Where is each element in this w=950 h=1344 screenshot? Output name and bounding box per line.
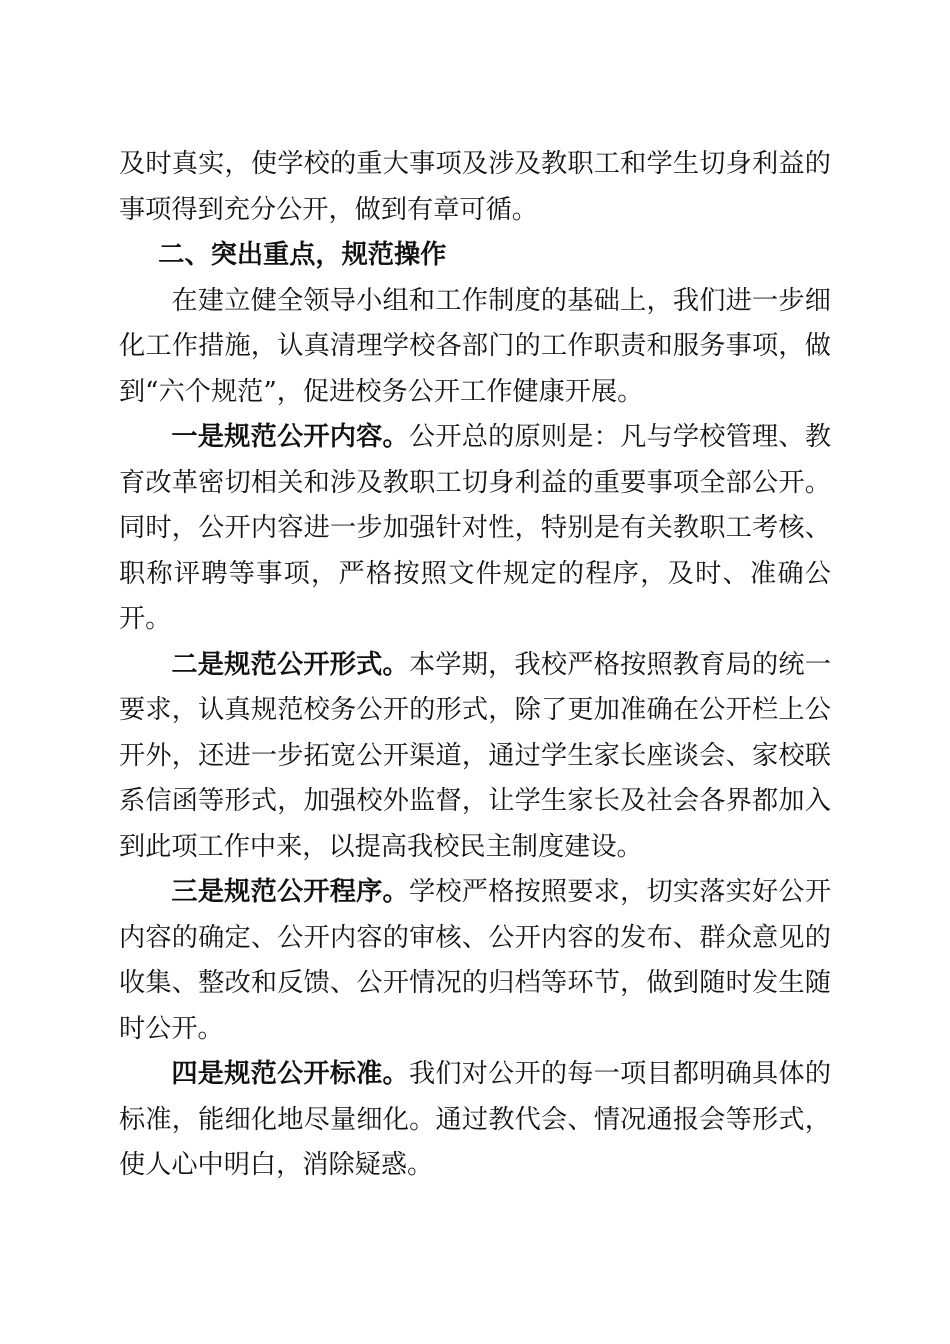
item-paragraph-1 bbox=[119, 415, 831, 643]
item-lead-4: 四是规范公开标准。 bbox=[171, 1059, 409, 1089]
item-body-2: 本学期，我校严格按照教育局的统一要求，认真规范校务公开的形式，除了更加准确在公开栏上公开外，还进一步拓宽公开渠道，通过学生家长座谈会、家校联系信函等形式，加强校外监督，让学生家长及社会各界都加入到此项工作中来，以提高我校民主制度建设。 bbox=[119, 649, 832, 862]
item-lead-3: 三是规范公开程序。 bbox=[171, 877, 409, 907]
section-heading: 二、突出重点，规范操作 bbox=[158, 240, 447, 270]
item-body-4: 我们对公开的每一项目都明确具体的标准，能细化地尽量细化。通过教代会、情况通报会等形式，使人心中明白，消除疑惑。 bbox=[119, 1059, 832, 1180]
continuation-paragraph: 及时真实，使学校的重大事项及涉及教职工和学生切身利益的事项得到充分公开，做到有章可循。 bbox=[119, 149, 831, 225]
item-paragraph-2 bbox=[119, 643, 831, 871]
item-lead-1: 一是规范公开内容。 bbox=[171, 422, 409, 452]
item-paragraph-4 bbox=[119, 1052, 831, 1189]
item-paragraph-3 bbox=[119, 870, 831, 1052]
item-lead-2: 二是规范公开形式。 bbox=[171, 649, 409, 680]
item-body-3: 学校严格按照要求，切实落实好公开内容的确定、公开内容的审核、公开内容的发布、群众意见的收集、整改和反馈、公开情况的归档等环节，做到随时发生随时公开。 bbox=[119, 877, 832, 1044]
intro-paragraph: 在建立健全领导小组和工作制度的基础上，我们进一步细化工作措施，认真清理学校各部门的工作职责和服务事项，做到“六个规范”，促进校务公开工作健康开展。 bbox=[119, 285, 831, 407]
item-body-1: 公开总的原则是：凡与学校管理、教育改革密切相关和涉及教职工切身利益的重要事项全部公开。同时，公开内容进一步加强针对性，特别是有关教职工考核、职称评聘等事项，严格按照文件规定的程序，及时、准确公开。 bbox=[119, 422, 832, 634]
document-page bbox=[119, 142, 831, 1189]
